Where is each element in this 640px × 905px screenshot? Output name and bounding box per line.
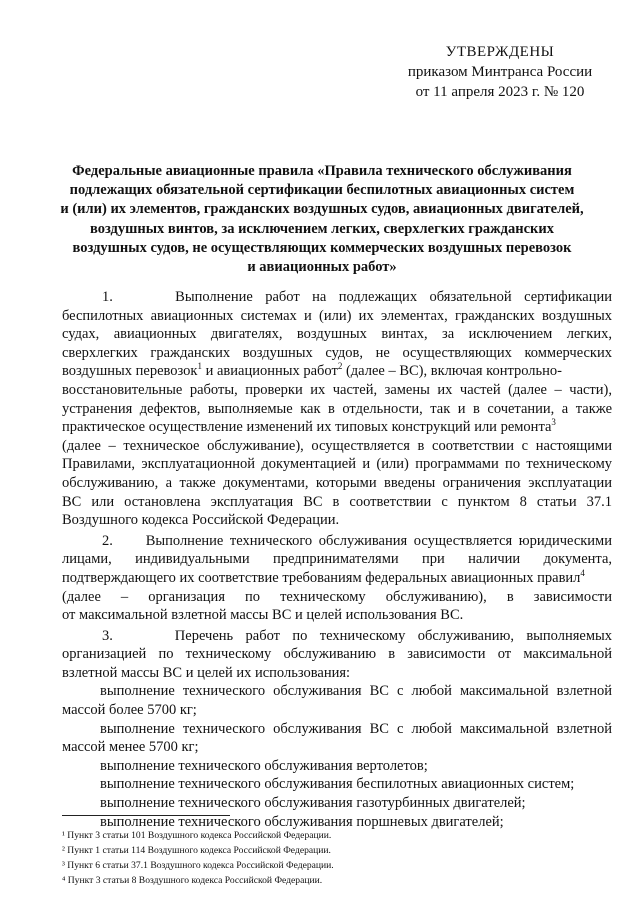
footnote: ³ Пункт 6 статьи 37.1 Воздушного кодекса Российской Федерации. xyxy=(62,860,334,871)
paragraph-line: ВС или остановлена эксплуатация ВС в соответствии с пунктом 8 статьи 37.1 xyxy=(62,493,612,510)
paragraph-text: практическое осуществление изменений их типовых конструкций или ремонта xyxy=(62,419,552,436)
paragraph-line: от максимальной взлетной массы ВС и целей использования ВС. xyxy=(62,607,464,624)
title-line: воздушных винтов, за исключением легких, сверхлегких гражданских xyxy=(90,220,554,237)
paragraph-text: подтверждающего их соответствие требованиям федеральных авиационных правил xyxy=(62,569,581,586)
title-line: и авиационных работ» xyxy=(247,259,397,276)
paragraph-line: обслуживанию, а также документами, которыми введены ограничения эксплуатации xyxy=(62,474,612,491)
list-item: выполнение технического обслуживания вертолетов; xyxy=(100,757,428,774)
footnote-separator xyxy=(62,815,230,816)
title-line: подлежащих обязательной сертификации беспилотных авиационных систем xyxy=(69,182,575,199)
list-item: выполнение технического обслуживания поршневых двигателей; xyxy=(100,813,504,830)
approval-stamp xyxy=(400,42,600,102)
title-line: Федеральные авиационные правила «Правила технического обслуживания xyxy=(72,163,572,179)
list-item: выполнение технического обслуживания ВС с любой максимальной взлетной xyxy=(100,720,612,737)
paragraph-1 xyxy=(62,288,612,530)
paragraph-text: воздушных перевозок xyxy=(62,363,198,380)
paragraph-line: беспилотных авиационных системах и (или) их элементах, гражданских воздушных xyxy=(62,307,612,324)
paragraph-line: (далее – техническое обслуживание), осуществляется в соответствии с настоящими xyxy=(62,437,612,454)
list-item: выполнение технического обслуживания газотурбинных двигателей; xyxy=(100,795,526,812)
paragraph-line: Правилами, эксплуатационной документацией и (или) программами по техническому xyxy=(62,456,612,473)
paragraph-line xyxy=(62,569,612,588)
footnote-ref: 4 xyxy=(580,567,585,578)
paragraph-text: (далее – ВС), включая контрольно- xyxy=(342,363,562,380)
paragraph-line: организацией по техническому обслуживанию в зависимости от максимальной xyxy=(62,646,612,663)
footnote-ref: 3 xyxy=(551,417,556,428)
footnote: ¹ Пункт 3 статьи 101 Воздушного кодекса Российской Федерации. xyxy=(62,830,332,841)
paragraph-text: и авиационных работ xyxy=(201,363,338,380)
footnote-ref: 2 xyxy=(337,361,343,372)
paragraph-line: сверхлегких гражданских воздушных судов, не осуществляющих коммерческих xyxy=(62,344,612,361)
approval-order: приказом Минтранса России xyxy=(407,64,593,80)
paragraph-line: (далее – организация по техническому обслуживанию), в зависимости xyxy=(62,588,612,605)
paragraph-line: 2. Выполнение технического обслуживания осуществляется юридическими xyxy=(102,532,612,549)
document-title xyxy=(56,162,588,277)
paragraph-3 xyxy=(62,627,612,832)
footnote: ⁴ Пункт 3 статьи 8 Воздушного кодекса Российской Федерации. xyxy=(62,875,323,886)
paragraph-line: судах, авиационных двигателях, воздушных винтах, за исключением легких, xyxy=(62,326,612,343)
paragraph-line: лицами, индивидуальными предпринимателями при наличии документа, xyxy=(62,551,612,568)
footnotes xyxy=(62,828,612,888)
list-item: выполнение технического обслуживания ВС с любой максимальной взлетной xyxy=(100,683,612,700)
paragraph-line xyxy=(62,418,612,437)
footnote-ref: 1 xyxy=(197,361,202,372)
list-item-continuation: массой более 5700 кг; xyxy=(62,702,197,719)
paragraph-line: взлетной массы ВС и целей их использования: xyxy=(62,664,351,681)
list-item: выполнение технического обслуживания беспилотных авиационных систем; xyxy=(100,776,575,793)
title-line: и (или) их элементов, гражданских воздушных судов, авиационных двигателей, xyxy=(60,201,584,218)
title-line: воздушных судов, не осуществляющих коммерческих воздушных перевозок xyxy=(72,239,572,256)
paragraph-line: восстановительные работы, проверки их частей, замены их частей (далее – части), xyxy=(62,381,612,398)
paragraph-line: 3. Перечень работ по техническому обслуживанию, выполняемых xyxy=(102,627,612,644)
paragraph-2 xyxy=(62,532,612,625)
document-body xyxy=(62,288,612,831)
list-item-continuation: массой менее 5700 кг; xyxy=(62,739,199,756)
paragraph-line xyxy=(62,362,612,381)
approval-heading: УТВЕРЖДЕНЫ xyxy=(445,44,555,60)
paragraph-line: 1. Выполнение работ на подлежащих обязательной сертификации xyxy=(102,289,612,305)
approval-date: от 11 апреля 2023 г. № 120 xyxy=(415,84,585,100)
footnote: ² Пункт 1 статьи 114 Воздушного кодекса Российской Федерации. xyxy=(62,845,331,856)
paragraph-line: Воздушного кодекса Российской Федерации. xyxy=(62,512,340,529)
paragraph-line: устранения дефектов, выполняемые как в отдельности, так и в сочетании, а также xyxy=(62,400,612,417)
